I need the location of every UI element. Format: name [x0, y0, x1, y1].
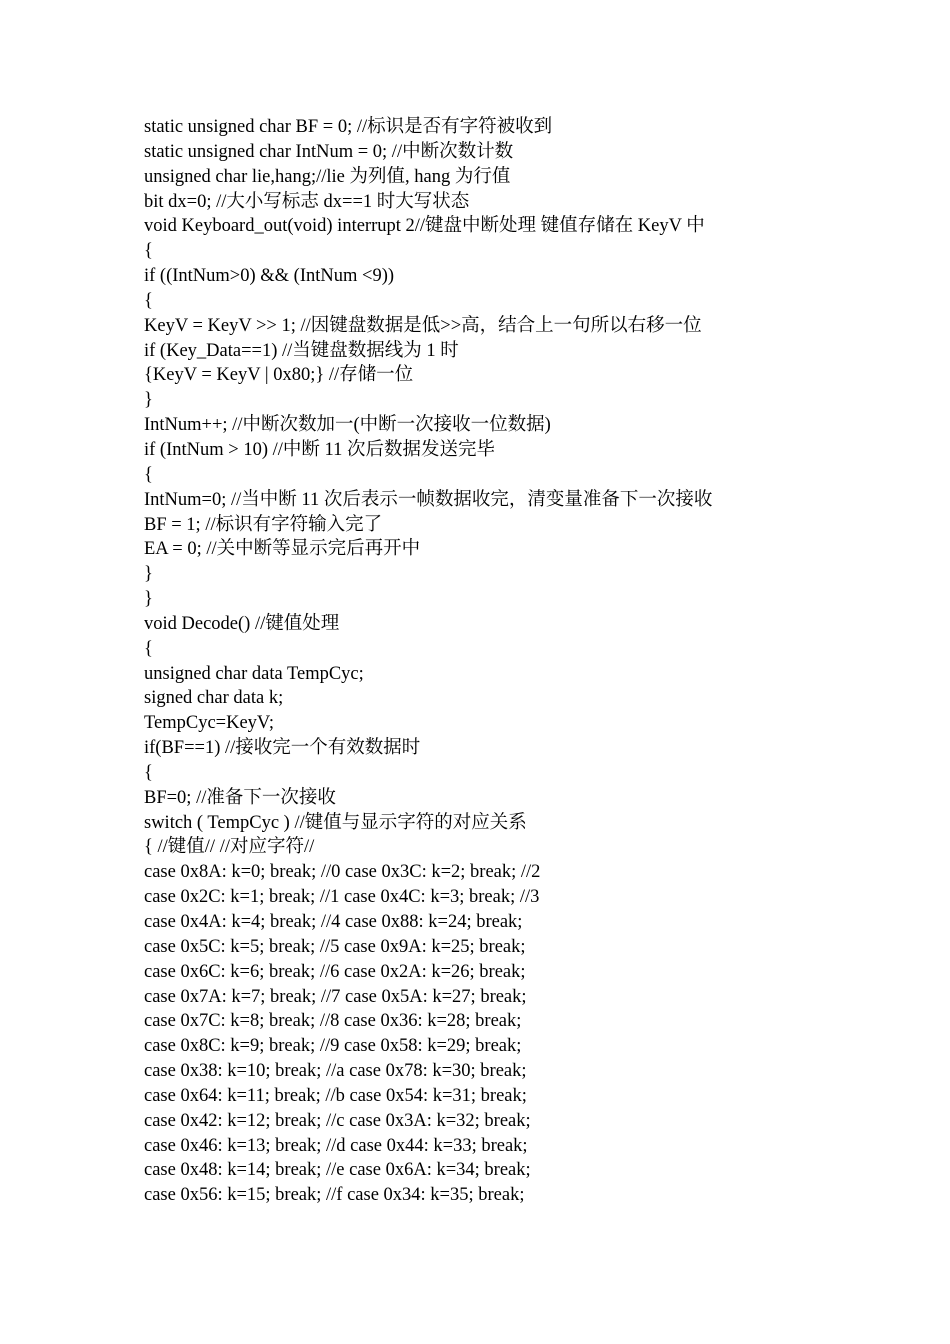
code-line: EA = 0; //关中断等显示完后再开中 [144, 539, 421, 560]
code-line: } [144, 564, 153, 585]
code-line: BF = 1; //标识有字符输入完了 [144, 514, 383, 535]
code-line: case 0x7A: k=7; break; //7 case 0x5A: k=27; break; [144, 986, 527, 1007]
code-line: case 0x8A: k=0; break; //0 case 0x3C: k=2; break; //2 [144, 862, 541, 883]
code-line: TempCyc=KeyV; [144, 713, 275, 734]
code-line: { [144, 638, 153, 659]
code-line: case 0x46: k=13; break; //d case 0x44: k=33; break; [144, 1135, 528, 1156]
code-line: IntNum=0; //当中断 11 次后表示一帧数据收完，清变量准备下一次接收 [144, 489, 713, 510]
code-listing [144, 115, 864, 1208]
code-line: } [144, 589, 153, 610]
code-line: case 0x64: k=11; break; //b case 0x54: k=31; break; [144, 1085, 527, 1106]
code-line: { [144, 241, 153, 262]
code-line: case 0x6C: k=6; break; //6 case 0x2A: k=26; break; [144, 961, 526, 982]
code-line: if (Key_Data==1) //当键盘数据线为 1 时 [144, 340, 459, 361]
code-line: case 0x56: k=15; break; //f case 0x34: k=35; break; [144, 1185, 525, 1206]
code-line: bit dx=0; //大小写标志 dx==1 时大写状态 [144, 191, 470, 212]
code-line: { [144, 464, 153, 485]
code-line: static unsigned char BF = 0; //标识是否有字符被收到 [144, 117, 553, 137]
code-line: {KeyV = KeyV | 0x80;} //存储一位 [144, 365, 414, 386]
code-line: case 0x38: k=10; break; //a case 0x78: k=30; break; [144, 1061, 527, 1082]
code-line: void Keyboard_out(void) interrupt 2//键盘中断处理 键值存储在 KeyV 中 [144, 216, 705, 237]
code-line: BF=0; //准备下一次接收 [144, 787, 336, 808]
code-line: case 0x7C: k=8; break; //8 case 0x36: k=28; break; [144, 1011, 522, 1032]
code-line: case 0x4A: k=4; break; //4 case 0x88: k=24; break; [144, 912, 523, 932]
code-line: case 0x5C: k=5; break; //5 case 0x9A: k=25; break; [144, 936, 526, 957]
code-line: if ((IntNum>0) && (IntNum <9)) [144, 266, 395, 287]
code-line: if(BF==1) //接收完一个有效数据时 [144, 738, 421, 759]
code-line: switch ( TempCyc ) //键值与显示字符的对应关系 [144, 812, 527, 833]
code-line: static unsigned char IntNum = 0; //中断次数计数 [144, 141, 514, 162]
code-line: { [144, 762, 153, 783]
code-line: case 0x8C: k=9; break; //9 case 0x58: k=29; break; [144, 1036, 522, 1057]
code-line: unsigned char data TempCyc; [144, 663, 364, 684]
code-line: KeyV = KeyV >> 1; //因键盘数据是低>>高，结合上一句所以右移一位 [144, 315, 702, 336]
code-line: if (IntNum > 10) //中断 11 次后数据发送完毕 [144, 439, 495, 460]
code-line: case 0x48: k=14; break; //e case 0x6A: k=34; break; [144, 1160, 531, 1181]
code-line: } [144, 390, 153, 411]
code-line: unsigned char lie,hang;//lie 为列值, hang 为行值 [144, 166, 511, 187]
code-line: void Decode() //键值处理 [144, 613, 340, 634]
code-line: signed char data k; [144, 688, 284, 709]
code-line: case 0x42: k=12; break; //c case 0x3A: k=32; break; [144, 1110, 531, 1131]
code-line: case 0x2C: k=1; break; //1 case 0x4C: k=3; break; //3 [144, 887, 540, 908]
code-line: IntNum++; //中断次数加一(中断一次接收一位数据) [144, 415, 551, 436]
code-line: { [144, 290, 153, 311]
code-line: { //键值// //对应字符// [144, 837, 315, 858]
